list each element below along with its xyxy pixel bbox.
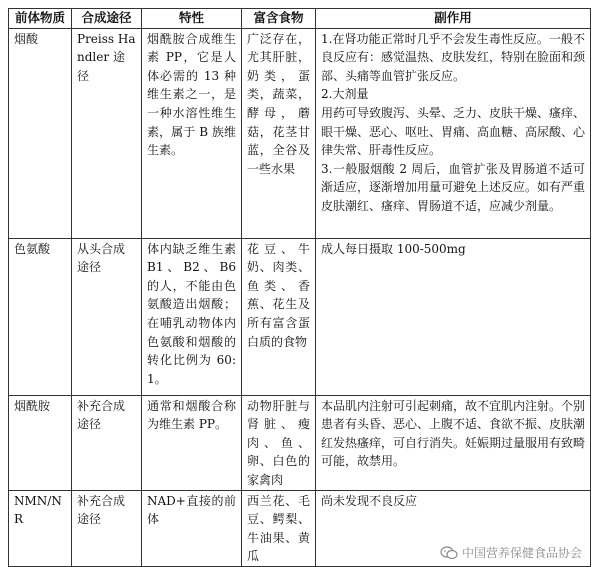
- cell-path: 补充合成途径: [72, 490, 142, 566]
- cell-foods: 广泛存在，尤其肝脏，奶类，蛋类，蔬菜，酵母，蘑菇，花茎甘蓝，全谷及一些水果: [242, 28, 316, 238]
- nutrient-table: [8, 8, 591, 567]
- table-row: [9, 395, 591, 490]
- cell-side-effects: 本品肌内注射可引起刺痛，故不宜肌内注射。个别患者有头昏、恶心、上腹不适、食欲不振、皮肤潮红发热瘙痒，可自行消失。妊娠期过量服用有致畸可能，故禁用。: [316, 395, 591, 490]
- table-row: [9, 28, 591, 238]
- cell-feature: NAD+直接的前体: [142, 490, 242, 566]
- cell-foods: 花豆、牛奶、肉类、鱼类、香蕉、花生及所有富含蛋白质的食物: [242, 238, 316, 395]
- cell-feature: 体内缺乏维生素 B1、B2、B6 的人，不能由色氨酸造出烟酸；在哺乳动物体内色氨酸和烟酸的转化比例为 60:1。: [142, 238, 242, 395]
- side-effect-line: 3.一般服烟酸 2 周后，血管扩张及胃肠道不适可渐适应，逐渐增加用量可避免上述反应。如有严重皮肤潮红、瘙痒、胃肠道不适，应减少剂量。: [321, 161, 586, 213]
- cell-name: 色氨酸: [9, 238, 72, 395]
- header-row: [9, 9, 591, 29]
- cell-name: 烟酸: [9, 28, 72, 238]
- cell-side-effects: 尚未发现不良反应: [316, 490, 591, 566]
- table-row: [9, 238, 591, 395]
- cell-path: 补充合成途径: [72, 395, 142, 490]
- cell-path: Preiss Handler 途径: [72, 28, 142, 238]
- cell-foods: 西兰花、毛豆、鳄梨、牛油果、黄瓜: [242, 490, 316, 566]
- watermark: [440, 544, 582, 561]
- header-side-effects: 副作用: [316, 9, 591, 29]
- side-effect-line: 1.在肾功能正常时几乎不会发生毒性反应。一般不良反应有：感觉温热、皮肤发红，特别在脸面和颈部、头痛等血管扩张反应。: [321, 31, 586, 83]
- header-name: 前体物质: [9, 9, 72, 29]
- header-feature: 特性: [142, 9, 242, 29]
- wechat-icon: [440, 546, 458, 560]
- side-effect-line: 用药可导致腹泻、头晕、乏力、皮肤干燥、瘙痒、眼干燥、恶心、呕吐、胃痛、高血糖、高尿酸、心律失常、肝毒性反应。: [321, 105, 586, 158]
- cell-path: 从头合成途径: [72, 238, 142, 395]
- cell-side-effects: 成人每日摄取 100-500mg: [316, 238, 591, 395]
- cell-name: 烟酰胺: [9, 395, 72, 490]
- cell-side-effects: [316, 28, 591, 238]
- cell-foods: 动物肝脏与肾脏、瘦肉、鱼、卵、白色的家禽肉: [242, 395, 316, 490]
- watermark-text: 中国营养保健食品协会: [461, 546, 582, 560]
- cell-feature: 通常和烟酸合称为维生素 PP。: [142, 395, 242, 490]
- side-effect-line: 2.大剂量: [321, 87, 369, 102]
- cell-name: NMN/NR: [9, 490, 72, 566]
- cell-feature: 烟酰胺合成维生素 PP，它是人体必需的 13 种维生素之一，是一种水溶性维生素，属于 B 族维生素。: [142, 28, 242, 238]
- header-path: 合成途径: [72, 9, 142, 29]
- header-foods: 富含食物: [242, 9, 316, 29]
